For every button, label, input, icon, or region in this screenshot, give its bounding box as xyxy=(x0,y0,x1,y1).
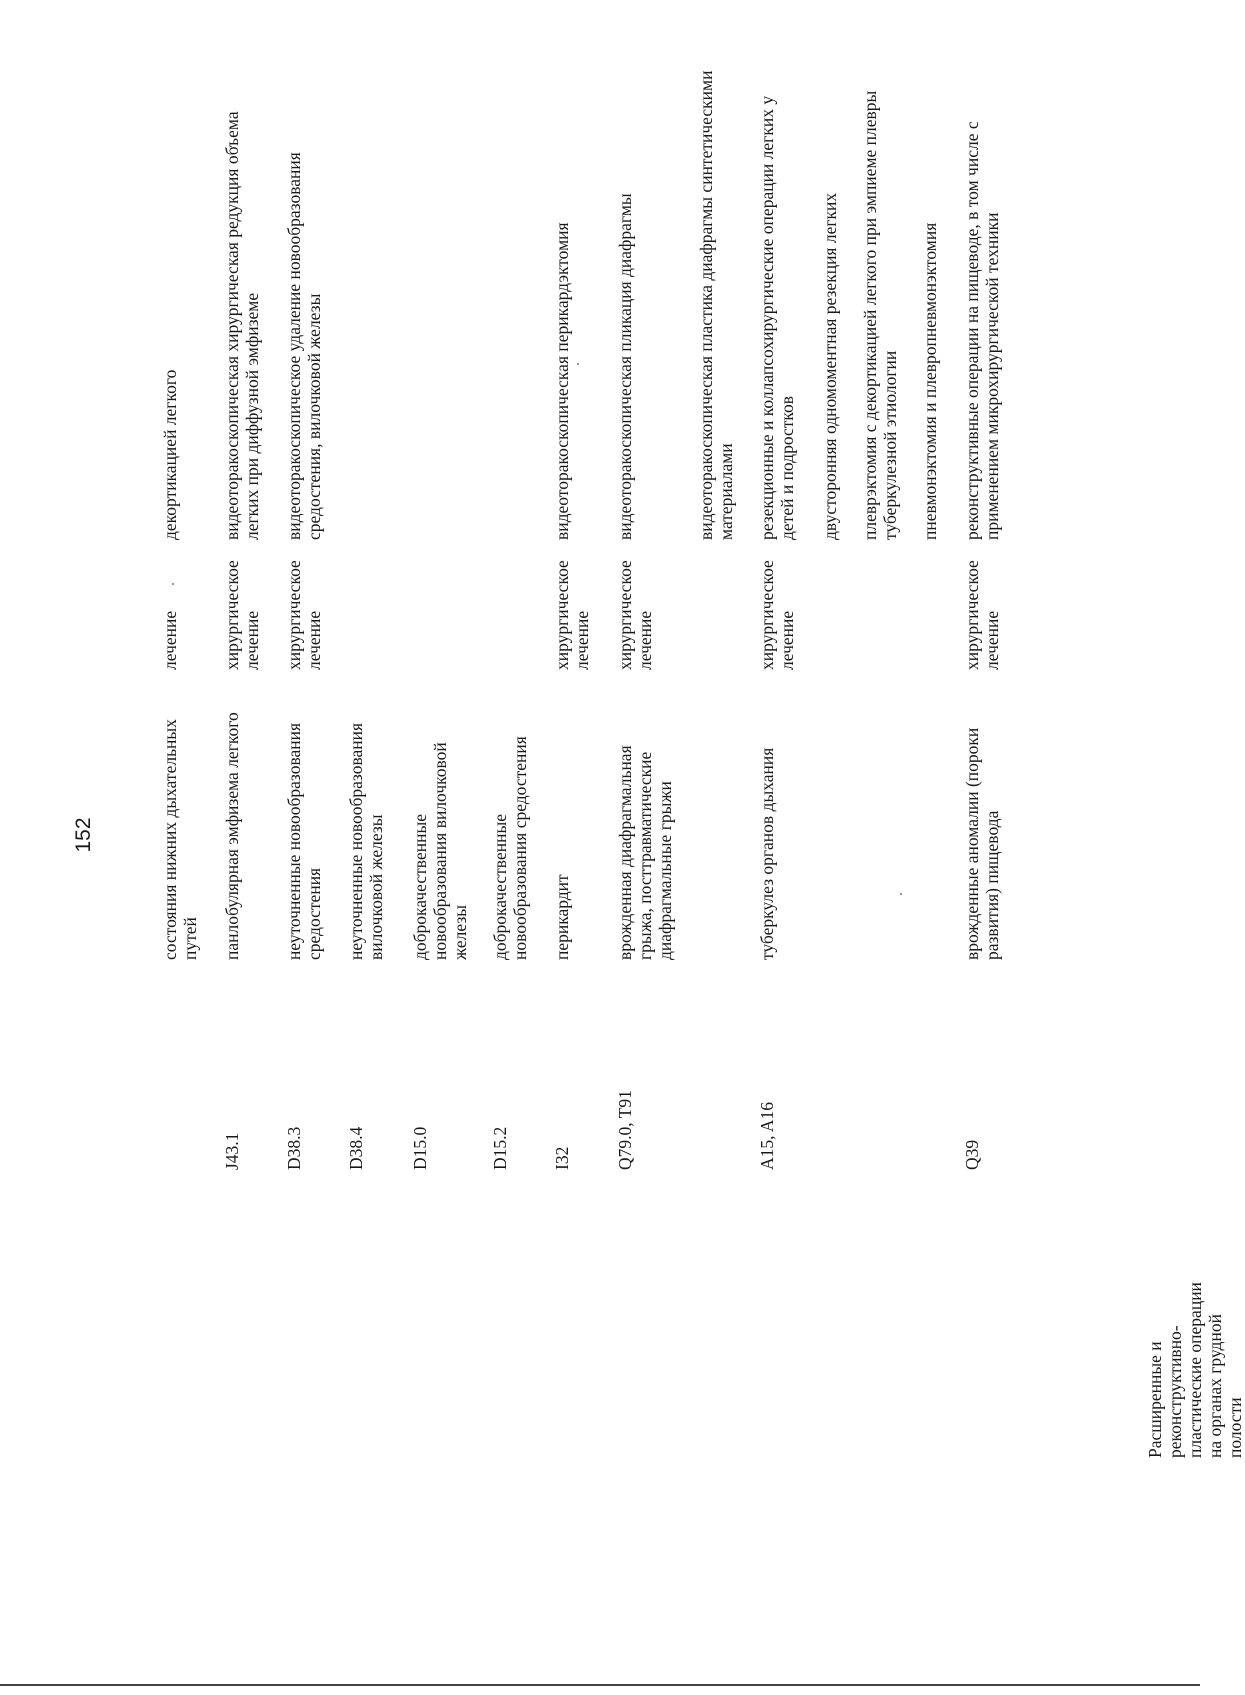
table-cell-code: D38.4 xyxy=(346,1126,366,1170)
scan-speck xyxy=(900,893,902,895)
table-cell-model: врожденная диафрагмальная грыжа, посттравматические диафрагмальные грыжи xyxy=(615,745,675,960)
table-cell-type: хирургическое лечение xyxy=(222,560,262,670)
table-cell-code: D15.0 xyxy=(410,1126,430,1170)
table-cell-code: J43.1 xyxy=(222,1132,242,1170)
table-cell-type: хирургическое лечение xyxy=(284,560,324,670)
table-cell-method: пневмонэктомия и плевропневмонэктомия xyxy=(920,222,940,540)
table-cell-code: D38.3 xyxy=(284,1126,304,1170)
table-cell-code: D15.2 xyxy=(490,1126,510,1170)
section-title: Расширенные и реконструктивно-пластические операции на органах грудной полости xyxy=(1145,1282,1245,1458)
page-number: 152 xyxy=(72,817,95,853)
table-cell-method: двусторонняя одномоментная резекция легких xyxy=(820,192,840,540)
table-cell-type: хирургическое лечение xyxy=(552,560,592,670)
table-cell-method: резекционные и коллапсохирургические операции легких у детей и подростков xyxy=(757,95,797,540)
table-cell-code: A15, A16 xyxy=(757,1101,777,1170)
scan-edge-line xyxy=(0,1684,1200,1686)
table-cell-model: неуточненные новообразования средостения xyxy=(284,722,324,960)
table-cell-model: доброкачественные новообразования средостения xyxy=(490,736,530,960)
table-cell-method: видеоторакоскопическая перикардэктомия xyxy=(552,222,572,540)
table-cell-model: панлобулярная эмфизема легкого xyxy=(222,712,242,960)
table-cell-type: хирургическое лечение xyxy=(757,560,797,670)
table-cell-model: неуточненные новообразования вилочковой железы xyxy=(346,722,386,960)
table-cell-model: доброкачественные новообразования вилочковой железы xyxy=(410,742,470,960)
table-cell-code: I32 xyxy=(552,1146,572,1170)
table-cell-method: видеоторакоскопическая пластика диафрагмы синтетическими материалами xyxy=(696,70,736,540)
table-cell-model: туберкулез органов дыхания xyxy=(757,747,777,960)
table-cell-method: видеоторакоскопическое удаление новообразования средостения, вилочковой железы xyxy=(284,152,324,540)
table-cell-type: хирургическое лечение xyxy=(962,560,1002,670)
scan-speck xyxy=(172,583,174,585)
table-cell-code: Q39 xyxy=(962,1139,982,1170)
table-cell-method: реконструктивные операции на пищеводе, в том числе с применением микрохирургической техники xyxy=(962,121,1002,540)
table-cell-type: лечение xyxy=(160,610,180,670)
table-cell-model: состояния нижних дыхательных путей xyxy=(160,719,200,960)
table-cell-model: перикардит xyxy=(552,874,572,960)
table-cell-code: Q79.0, T91 xyxy=(615,1090,635,1170)
table-cell-method: видеоторакоскопическая хирургическая редукция объема легких при диффузной эмфиземе xyxy=(222,111,262,540)
table-cell-method: плеврэктомия с декортикацией легкого при эмпиеме плевры туберкулезной этиологии xyxy=(860,90,900,540)
table-cell-method: декортикацией легкого xyxy=(160,369,180,540)
table-cell-type: хирургическое лечение xyxy=(615,560,655,670)
scan-speck xyxy=(577,363,579,365)
table-cell-model: врожденные аномалии (пороки развития) пищевода xyxy=(962,727,1002,960)
table-cell-method: видеоторакоскопическая пликация диафрагмы xyxy=(615,193,635,540)
